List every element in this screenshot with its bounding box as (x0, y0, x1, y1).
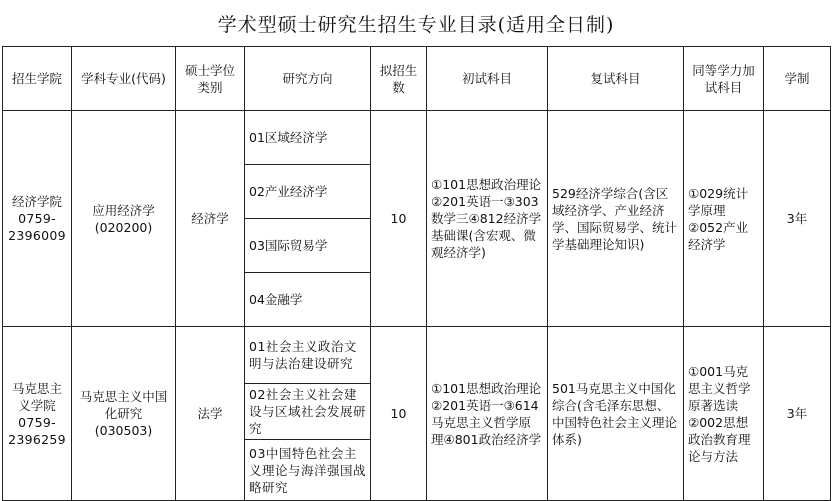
table-row (3, 111, 831, 165)
major-cell (72, 327, 176, 501)
extra-cell: ①029统计学原理 ②052产业经济学 (684, 111, 764, 327)
header-direction: 研究方向 (245, 47, 371, 111)
header-row (3, 47, 831, 111)
header-extra: 同等学力加试科目 (684, 47, 764, 111)
direction-cell: 02产业经济学 (245, 165, 371, 219)
direction-cell: 01区域经济学 (245, 111, 371, 165)
major-name: 应用经济学 (92, 202, 155, 218)
header-quota: 拟招生数 (371, 47, 427, 111)
degree-cell: 经济学 (176, 111, 245, 327)
direction-cell: 03中国特色社会主义理论与海洋强国战略研究 (245, 440, 371, 501)
college-name: 马克思主义学院 (11, 380, 62, 413)
program-catalog-table (2, 46, 831, 501)
first-exam-cell: ①101思想政治理论②201英语一③303数学三④812经济学基础课(含宏观、微观经济学) (427, 111, 548, 327)
direction-cell: 03国际贸易学 (245, 219, 371, 273)
major-code: (030503) (94, 423, 153, 438)
header-degree: 硕士学位类别 (176, 47, 245, 111)
header-college: 招生学院 (3, 47, 72, 111)
page-title: 学术型硕士研究生招生专业目录(适用全日制) (217, 13, 615, 36)
quota-cell: 10 (371, 327, 427, 501)
retest-cell: 529经济学综合(含区域经济学、产业经济学、国际贸易学、统计学基础理论知识) (548, 111, 684, 327)
header-first-exam: 初试科目 (427, 47, 548, 111)
college-name: 经济学院 (11, 194, 62, 209)
duration-cell: 3年 (764, 111, 831, 327)
direction-cell: 01社会主义政治文明与法治建设研究 (245, 327, 371, 384)
college-cell (3, 327, 72, 501)
extra-cell: ①001马克思主义哲学原著选读②002思想政治教育理论与方法 (684, 327, 764, 501)
quota-cell: 10 (371, 111, 427, 327)
table-row (3, 327, 831, 384)
college-cell (3, 111, 72, 327)
header-duration: 学制 (764, 47, 831, 111)
direction-cell: 02社会主义社会建设与区域社会发展研究 (245, 384, 371, 440)
direction-cell: 04金融学 (245, 273, 371, 327)
duration-cell: 3年 (764, 327, 831, 501)
header-major: 学科专业(代码) (72, 47, 176, 111)
college-phone: 0759-2396009 (8, 211, 66, 243)
college-phone: 0759-2396259 (8, 414, 66, 447)
first-exam-cell: ①101思想政治理论②201英语一③614马克思主义哲学原理④801政治经济学 (427, 327, 548, 501)
major-code: (020200) (94, 219, 153, 235)
degree-cell: 法学 (176, 327, 245, 501)
major-cell (72, 111, 176, 327)
retest-cell: 501马克思主义中国化综合(含毛泽东思想、中国特色社会主义理论体系) (548, 327, 684, 501)
major-name: 马克思主义中国化研究 (79, 389, 168, 421)
header-retest: 复试科目 (548, 47, 684, 111)
